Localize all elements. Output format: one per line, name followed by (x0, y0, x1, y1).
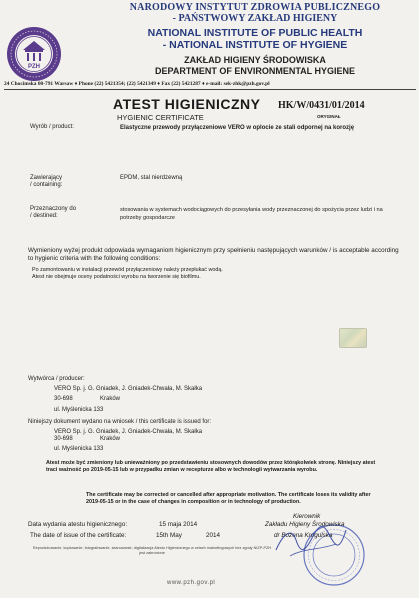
seal-text: PZH (28, 64, 40, 70)
org-name-en-line1: NATIONAL INSTITUTE OF PUBLIC HEALTH (147, 27, 363, 39)
certificate-number: HK/W/0431/01/2014 (278, 100, 365, 111)
validity-notice-en: The certificate may be corrected or cancelled after appropriate motivation. The certificate loses its validity after 2019-05-15 or in the case of changes in composition or in technology of production. (86, 492, 371, 506)
issue-date-label-pl: Data wydania atestu higienicznego: (28, 521, 128, 528)
composition-label-en: / containing: (30, 182, 63, 188)
condition-2: Atest nie obejmuje oceny podatności wyrobu na tworzenie się biofilmu. (32, 274, 201, 280)
manufacturer-city: Kraków (100, 396, 121, 402)
product-label: Wyrób / product: (30, 124, 74, 130)
manufacturer-name: VERO Sp. j. G. Gniadek, J. Gniadek-Chwała, M. Skałka (54, 386, 203, 392)
certificate-subtitle: HYGIENIC CERTIFICATE (117, 113, 204, 122)
department-en: DEPARTMENT OF ENVIRONMENTAL HYGIENE (154, 66, 355, 76)
footer-url[interactable]: www.pzh.gov.pl (167, 580, 216, 586)
certificate-title: ATEST HIGIENICZNY (113, 96, 261, 112)
composition-label-pl: Zawierający (30, 175, 63, 181)
issued-to-street: ul. Myślenicka 133 (54, 446, 104, 452)
signatory-name: dr Bożena Krogulska (274, 532, 333, 539)
issued-to-label: Niniejszy dokument wydano na wniosek / this certificate is issued for: (28, 419, 212, 425)
issued-to-postcode: 30-698 (54, 436, 73, 442)
department-pl: ZAKŁAD HIGIENY ŚRODOWISKA (184, 55, 326, 65)
manufacturer-label: Wytwórca / producer: (28, 376, 85, 382)
condition-1: Po zamontowaniu w instalacji przewód przyłączeniowy należy przepłukać wodą. (32, 267, 223, 273)
signatory-title-1: Kierownik (293, 513, 321, 520)
manufacturer-postcode: 30-698 (54, 396, 73, 402)
use-label-en: / destined: (30, 213, 58, 219)
header-divider (4, 89, 416, 90)
hologram-icon (339, 328, 367, 348)
requirements-statement: Wymieniony wyżej produkt odpowiada wymaganiom higienicznym przy spełnieniu następujących warunków / is acceptable according to hygienic criteria with the following conditions: (28, 247, 399, 262)
composition-value: EPDM, stal nierdzewną (120, 175, 183, 181)
use-label-pl: Przeznaczony do (30, 206, 77, 212)
original-mark: ORYGINAŁ (317, 114, 341, 119)
signatory-title-2: Zakładu Higieny Środowiska (265, 521, 345, 528)
org-name-en-line2: - NATIONAL INSTITUTE OF HYGIENE (162, 39, 348, 51)
signature-icon (270, 520, 350, 562)
use-value: stosowania w systemach wodociągowych do przesyłania wody przeznaczonej do spożycia przez ludzi i na potrzeby gospodarcze (120, 207, 383, 221)
pzh-seal-icon (6, 26, 62, 82)
issue-date-value-pl: 15 maja 2014 (159, 521, 198, 528)
product-value: Elastyczne przewody przyłączeniowe VERO w oplocie ze stali odpornej na korozję (120, 125, 355, 131)
issue-date-day-month-en: 15th May (156, 532, 182, 539)
manufacturer-street: ul. Myślenicka 133 (54, 407, 104, 413)
issue-date-year-en: 2014 (206, 532, 221, 539)
address-line: 24 Chocimska 00-791 Warsaw ♦ Phone (22) 5421354; (22) 5421349 ♦ Fax (22) 5421287 ♦ e-mail: sek-zhk@pzh.gov.pl (4, 81, 270, 87)
org-name-pl-line1: NARODOWY INSTYTUT ZDROWIA PUBLICZNEGO (129, 2, 381, 13)
issued-to-name: VERO Sp. j. G. Gniadek, J. Gniadek-Chwała, M. Skałka (54, 429, 203, 435)
issue-date-label-en: The date of issue of the certificate: (30, 532, 127, 539)
issued-to-city: Kraków (100, 436, 121, 442)
validity-notice-pl: Atest może być zmieniony lub unieważniony po przedstawieniu stosownych dowodów przez którąkolwiek stronę. Niniejszy atest traci ważność po 2019-05-15 lub w przypadku zmian w recepturze albo w technologii wytwarzania wyrobu. (46, 460, 376, 474)
org-name-pl-line2: - PAŃSTWOWY ZAKŁAD HIGIENY (172, 13, 338, 24)
footer-note: Reprodukowanie, kopiowanie, fotografowanie, skanowanie, digitalizacja Atestu Higienicznego w celach marketingowych bez zgody NIZP-PZH jest zabronione (32, 546, 272, 555)
